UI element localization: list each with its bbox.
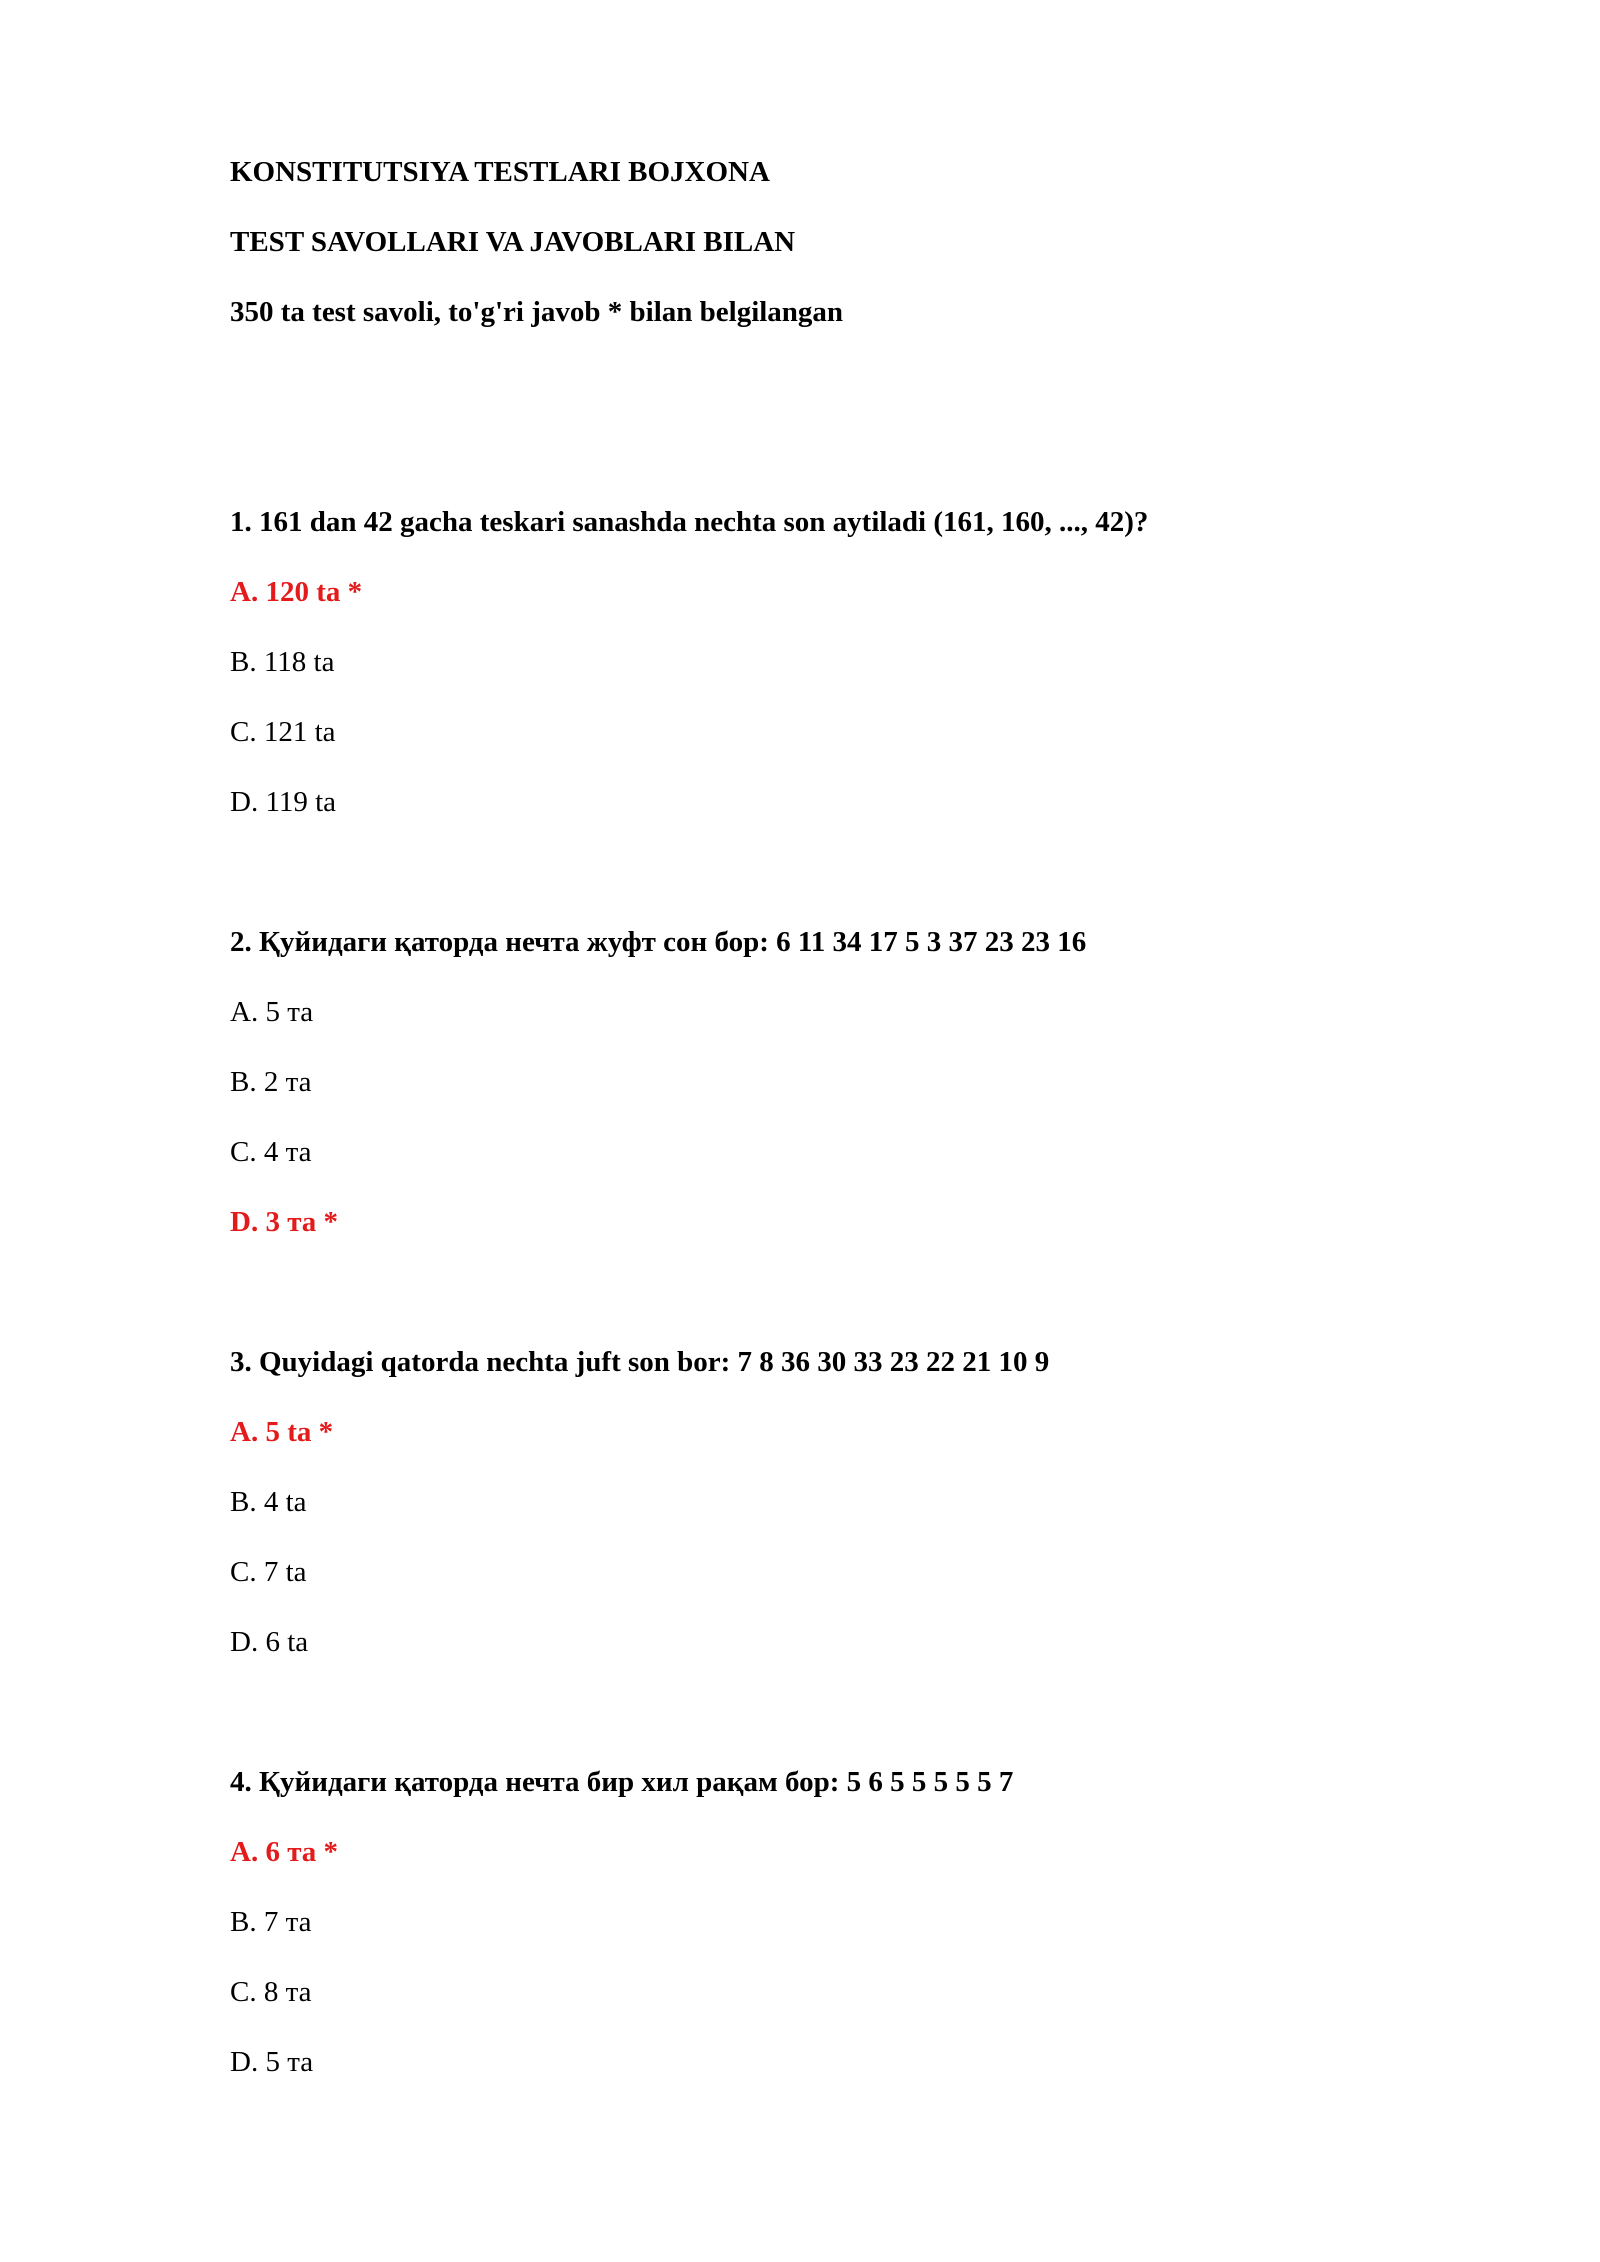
question-3-text: 3. Quyidagi qatorda nechta juft son bor: 7 8 36 30 33 23 22 21 10 9 (230, 1346, 1050, 1378)
document-title: KONSTITUTSIYA TESTLARI BOJXONA (230, 156, 770, 188)
question-1-option-b: B. 118 ta (230, 646, 335, 678)
question-4-option-d: D. 5 та (230, 2046, 314, 2078)
document-note: 350 ta test savoli, to'g'ri javob * bilan belgilangan (230, 296, 844, 328)
question-2-option-b: B. 2 та (230, 1066, 312, 1098)
document-subtitle: TEST SAVOLLARI VA JAVOBLARI BILAN (230, 226, 796, 258)
question-1-text: 1. 161 dan 42 gacha teskari sanashda nechta son aytiladi (161, 160, ..., 42)? (230, 506, 1149, 538)
question-4-option-a: A. 6 та * (230, 1836, 339, 1868)
question-3-option-b: B. 4 ta (230, 1486, 307, 1518)
question-1-option-c: C. 121 ta (230, 716, 336, 748)
question-4-option-b: B. 7 та (230, 1906, 312, 1938)
question-2-option-d: D. 3 та * (230, 1206, 339, 1238)
question-1-option-d: D. 119 ta (230, 786, 337, 818)
question-3-option-a: A. 5 ta * (230, 1416, 334, 1448)
question-3-option-c: C. 7 ta (230, 1556, 307, 1588)
question-2-option-a: A. 5 та (230, 996, 314, 1028)
question-2-option-c: C. 4 та (230, 1136, 312, 1168)
question-4-text: 4. Қуйидаги қаторда нечта бир хил рақам бор: 5 6 5 5 5 5 5 7 (230, 1766, 1014, 1798)
question-4-option-c: C. 8 та (230, 1976, 312, 2008)
question-2-text: 2. Қуйидаги қаторда нечта жуфт сон бор: 6 11 34 17 5 3 37 23 23 16 (230, 926, 1087, 958)
question-3-option-d: D. 6 ta (230, 1626, 309, 1658)
question-1-option-a: A. 120 ta * (230, 576, 363, 608)
